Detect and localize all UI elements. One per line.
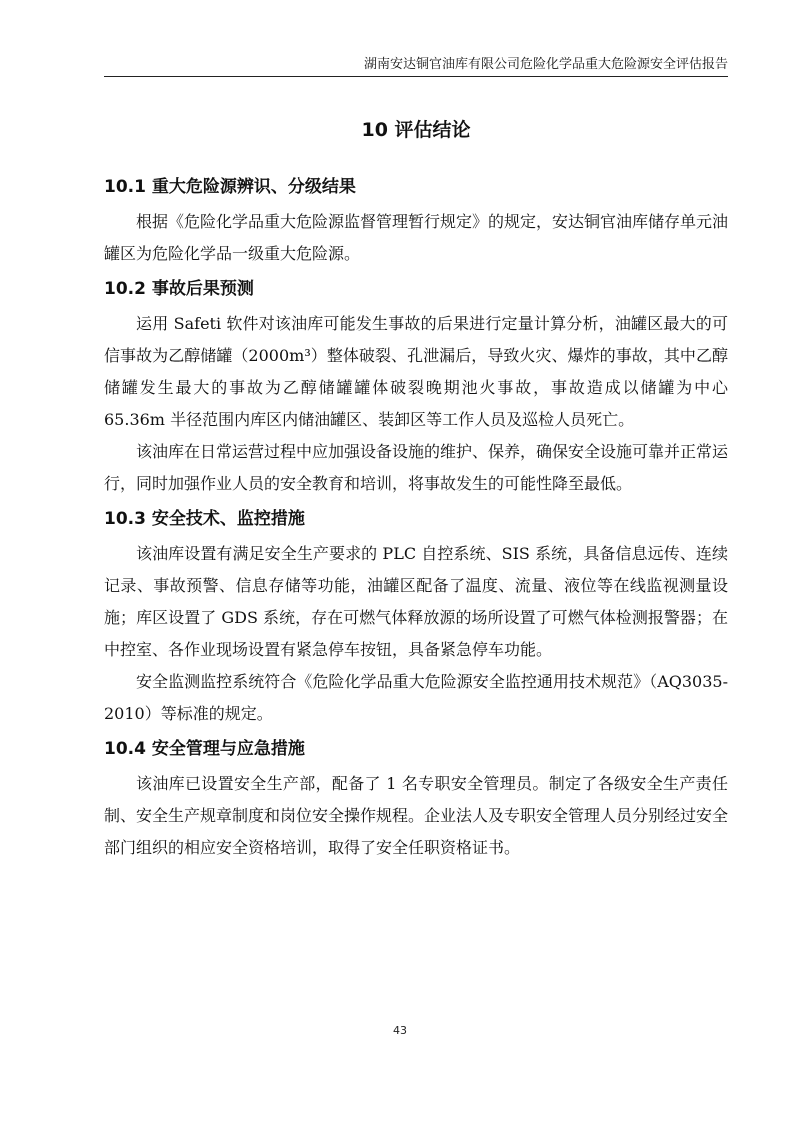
section-10-1 [104, 174, 728, 270]
page-number: 43 [393, 1024, 407, 1037]
section-heading: 10.1 重大危险源辨识、分级结果 [104, 177, 356, 197]
section-heading: 10.2 事故后果预测 [104, 279, 254, 299]
section-10-4 [104, 736, 728, 864]
paragraph: 安全监测监控系统符合《危险化学品重大危险源安全监控通用技术规范》（AQ3035-2010）等标准的规定。 [104, 672, 728, 723]
section-heading: 10.4 安全管理与应急措施 [104, 739, 305, 759]
chapter-title: 10 评估结论 [361, 119, 471, 141]
paragraph: 运用 Safeti 软件对该油库可能发生事故的后果进行定量计算分析，油罐区最大的可信事故为乙醇储罐（2000m³）整体破裂、孔泄漏后，导致火灾、爆炸的事故，其中乙醇储罐发生最大的事故为乙醇储罐罐体破裂晚期池火事故，事故造成以储罐为中心 65.36m 半径范围内库区内储油罐区、装卸区等工作人员及巡检人员死亡。 [104, 314, 728, 429]
running-header: 湖南安达铜官油库有限公司危险化学品重大危险源安全评估报告 [363, 57, 728, 72]
section-heading: 10.3 安全技术、监控措施 [104, 509, 305, 529]
section-10-3 [104, 506, 728, 730]
section-10-2 [104, 276, 728, 500]
page-body [104, 116, 728, 870]
paragraph: 根据《危险化学品重大危险源监督管理暂行规定》的规定，安达铜官油库储存单元油罐区为危险化学品一级重大危险源。 [104, 212, 729, 263]
paragraph: 该油库在日常运营过程中应加强设备设施的维护、保养，确保安全设施可靠并正常运行，同时加强作业人员的安全教育和培训，将事故发生的可能性降至最低。 [104, 442, 729, 493]
paragraph: 该油库已设置安全生产部，配备了 1 名专职安全管理员。制定了各级安全生产责任制、安全生产规章制度和岗位安全操作规程。企业法人及专职安全管理人员分别经过安全部门组织的相应安全资格培训，取得了安全任职资格证书。 [104, 774, 729, 857]
paragraph: 该油库设置有满足安全生产要求的 PLC 自控系统、SIS 系统，具备信息远传、连续记录、事故预警、信息存储等功能，油罐区配备了温度、流量、液位等在线监视测量设施；库区设置了 GDS 系统，存在可燃气体释放源的场所设置了可燃气体检测报警器；在中控室、各作业现场设置有紧急停车按钮，具备紧急停车功能。 [104, 544, 728, 659]
header-divider [104, 76, 728, 77]
